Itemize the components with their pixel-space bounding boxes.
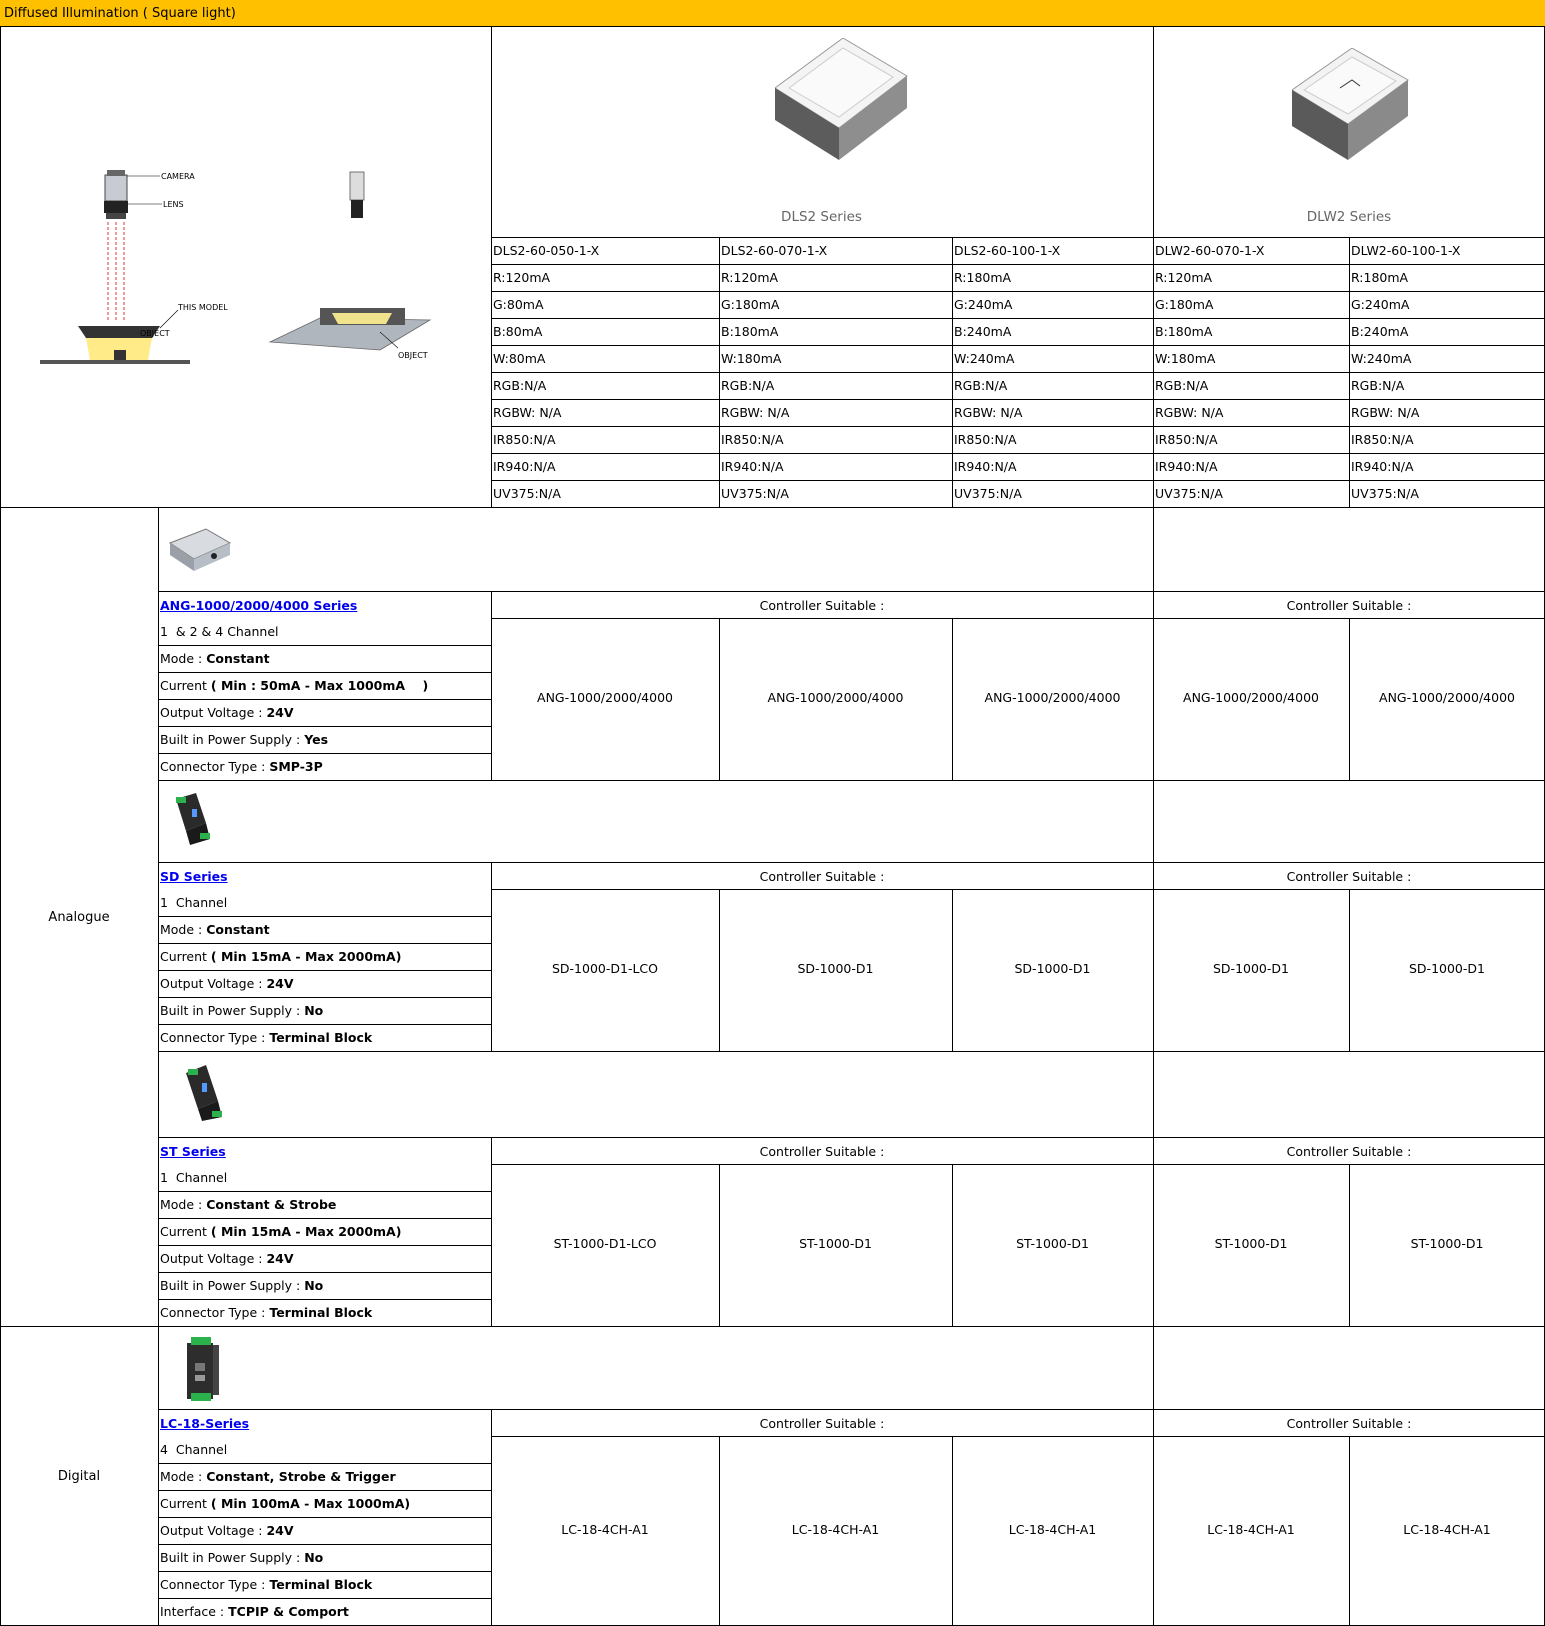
grid-vline [158, 508, 159, 1626]
grid-vline [719, 237, 720, 508]
controller-series-link[interactable]: ANG-1000/2000/4000 Series [160, 598, 358, 613]
grid-hline [491, 345, 1545, 346]
grid-hline [158, 1490, 491, 1491]
spec-key: Mode : [160, 922, 207, 937]
grid-hline [491, 237, 1545, 238]
suitable-controller: LC-18-4CH-A1 [1403, 1521, 1491, 1537]
model-spec: RGBW: N/A [1351, 405, 1420, 420]
spec-key: Current [160, 949, 211, 964]
grid-hline [491, 291, 1545, 292]
grid-vline [491, 591, 492, 780]
grid-hline [158, 943, 491, 944]
spec-key: Built in Power Supply : [160, 1003, 305, 1018]
spec-key: Built in Power Supply : [160, 1278, 305, 1293]
model-spec: IR940:N/A [954, 459, 1017, 474]
spec-key: Current [160, 1496, 211, 1511]
model-spec: W:180mA [1155, 351, 1216, 366]
model-spec: B:180mA [1155, 324, 1213, 339]
spec-key: Connector Type : [160, 759, 270, 774]
controller-spec-row [160, 1307, 372, 1320]
model-spec: W:180mA [721, 351, 782, 366]
controller-spec-row [160, 1280, 323, 1293]
suitable-controller: SD-1000-D1 [797, 961, 874, 976]
spec-value: SMP-3P [269, 759, 323, 774]
spec-key: Mode : [160, 1469, 207, 1484]
title-bar [0, 0, 1545, 27]
model-spec: IR850:N/A [493, 432, 556, 447]
grid-hline [491, 480, 1545, 481]
grid-vline [1153, 1137, 1154, 1326]
this-model-label: THIS MODEL [178, 303, 228, 312]
suitable-controller: ANG-1000/2000/4000 [984, 690, 1121, 705]
model-spec: R:180mA [1351, 270, 1409, 285]
group-label-digital: Digital [57, 1469, 101, 1484]
group-label-analogue: Analogue [48, 910, 110, 925]
controller-spec-row [160, 1444, 227, 1457]
controller-spec-row [160, 978, 294, 991]
grid-hline [158, 726, 491, 727]
spec-key: 1 Channel [160, 895, 228, 910]
grid-vline [1153, 591, 1154, 780]
controller-spec-row [160, 951, 401, 964]
model-spec: IR940:N/A [1351, 459, 1414, 474]
suitable-controller: ST-1000-D1 [1016, 1236, 1089, 1251]
controller-spec-row [160, 680, 428, 693]
suitable-controller: ST-1000-D1-LCO [553, 1236, 657, 1251]
grid-hline [158, 1598, 491, 1599]
spec-key: Output Voltage : [160, 705, 267, 720]
model-spec: IR850:N/A [954, 432, 1017, 447]
controller-suitable-header: Controller Suitable : [759, 1144, 885, 1159]
spec-key: Built in Power Supply : [160, 1550, 305, 1565]
model-spec: UV375:N/A [954, 486, 1022, 501]
series-dlw2-label: DLW2 Series [1306, 209, 1392, 225]
dlw2-product-image [1292, 48, 1412, 163]
grid-hline [158, 780, 1545, 781]
suitable-controller: SD-1000-D1 [1014, 961, 1091, 976]
spec-value: 24V [266, 976, 294, 991]
grid-hline [158, 862, 1545, 863]
grid-hline [491, 372, 1545, 373]
model-spec: UV375:N/A [1155, 486, 1223, 501]
spec-key: Connector Type : [160, 1577, 270, 1592]
illumination-diagram [20, 150, 460, 380]
model-spec: UV375:N/A [721, 486, 789, 501]
grid-vline [1153, 1052, 1154, 1137]
controller-suitable-header: Controller Suitable : [1286, 598, 1412, 613]
model-name: DLS2-60-100-1-X [954, 243, 1061, 258]
grid-hline [158, 1137, 1545, 1138]
spec-key: Built in Power Supply : [160, 732, 305, 747]
model-spec: RGB:N/A [954, 378, 1008, 393]
grid-vline [1153, 27, 1154, 508]
grid-hline [158, 1326, 1545, 1327]
model-spec: W:80mA [493, 351, 546, 366]
st-controller-image [180, 1065, 230, 1121]
spec-key: Connector Type : [160, 1305, 270, 1320]
grid-hline [0, 507, 1545, 508]
grid-hline [491, 1164, 1545, 1165]
spec-value: Terminal Block [269, 1577, 373, 1592]
controller-spec-row [160, 1199, 336, 1212]
spec-value: Constant [206, 922, 270, 937]
grid-hline [158, 672, 491, 673]
spec-value: No [304, 1550, 324, 1565]
controller-spec-row [160, 734, 328, 747]
grid-vline [491, 1137, 492, 1326]
controller-series-link[interactable]: ST Series [160, 1144, 226, 1159]
model-spec: RGBW: N/A [721, 405, 790, 420]
spec-value: ( Min 100mA - Max 1000mA) [210, 1496, 411, 1511]
controller-spec-row [160, 707, 294, 720]
model-name: DLS2-60-050-1-X [493, 243, 600, 258]
controller-spec-row [160, 1032, 372, 1045]
grid-hline [158, 1544, 491, 1545]
suitable-controller: LC-18-4CH-A1 [561, 1521, 649, 1537]
suitable-controller: SD-1000-D1 [1213, 961, 1289, 976]
grid-hline [158, 699, 491, 700]
controller-spec-row [160, 924, 270, 937]
grid-hline [158, 1218, 491, 1219]
spec-key: Interface : [160, 1604, 229, 1619]
controller-spec-row [160, 1552, 323, 1565]
model-spec: G:80mA [493, 297, 544, 312]
model-name: DLW2-60-070-1-X [1155, 243, 1265, 258]
model-spec: W:240mA [1351, 351, 1412, 366]
grid-vline [491, 27, 492, 508]
model-spec: RGBW: N/A [493, 405, 562, 420]
controller-spec-row [160, 1226, 401, 1239]
model-spec: B:80mA [493, 324, 543, 339]
model-spec: G:240mA [954, 297, 1013, 312]
grid-hline [158, 1517, 491, 1518]
grid-hline [491, 889, 1545, 890]
spec-value: Terminal Block [269, 1030, 373, 1045]
model-spec: R:120mA [1155, 270, 1213, 285]
spec-key: Output Voltage : [160, 1523, 267, 1538]
controller-spec-row [160, 897, 227, 910]
grid-vline [491, 862, 492, 1051]
grid-hline [158, 1463, 491, 1464]
suitable-controller: SD-1000-D1-LCO [551, 961, 658, 976]
spec-key: Current [160, 1224, 211, 1239]
spec-key: Mode : [160, 651, 207, 666]
spec-value: ( Min 15mA - Max 2000mA) [210, 949, 402, 964]
spec-key: Mode : [160, 1197, 207, 1212]
grid-hline [158, 1024, 491, 1025]
controller-suitable-header: Controller Suitable : [1286, 1416, 1412, 1431]
grid-hline [158, 916, 491, 917]
spec-value: ( Min : 50mA - Max 1000mA ) [210, 678, 429, 693]
page-title: Diffused Illumination ( Square light) [4, 6, 236, 21]
spec-value: TCPIP & Comport [228, 1604, 349, 1619]
grid-hline [491, 1436, 1545, 1437]
suitable-controller: LC-18-4CH-A1 [1207, 1521, 1295, 1537]
controller-suitable-header: Controller Suitable : [759, 869, 885, 884]
model-spec: IR940:N/A [493, 459, 556, 474]
spec-value: 24V [266, 1251, 294, 1266]
grid-vline [1153, 862, 1154, 1051]
controller-spec-row [160, 626, 279, 639]
grid-hline [491, 264, 1545, 265]
model-spec: RGB:N/A [1155, 378, 1209, 393]
model-spec: IR940:N/A [1155, 459, 1218, 474]
model-spec: RGB:N/A [721, 378, 775, 393]
controller-spec-row [160, 1471, 396, 1484]
spec-key: Current [160, 678, 211, 693]
spec-value: 24V [266, 1523, 294, 1538]
suitable-controller: ANG-1000/2000/4000 [1379, 690, 1515, 705]
spec-value: No [304, 1278, 324, 1293]
model-spec: RGB:N/A [1351, 378, 1405, 393]
suitable-controller: ST-1000-D1 [799, 1236, 872, 1251]
model-name: DLW2-60-100-1-X [1351, 243, 1461, 258]
model-spec: UV375:N/A [1351, 486, 1419, 501]
grid-hline [491, 399, 1545, 400]
controller-series-link[interactable]: LC-18-Series [160, 1416, 250, 1431]
grid-hline [158, 1245, 491, 1246]
spec-value: Yes [304, 732, 329, 747]
grid-vline [1153, 780, 1154, 862]
suitable-controller: ANG-1000/2000/4000 [537, 690, 673, 705]
lc18-controller-image [183, 1337, 223, 1401]
object-label-1: OBJECT [140, 329, 170, 338]
model-spec: IR940:N/A [721, 459, 784, 474]
model-spec: B:240mA [1351, 324, 1409, 339]
series-dls2-label: DLS2 Series [781, 209, 862, 225]
controller-suitable-header: Controller Suitable : [759, 1416, 885, 1431]
grid-vline [1153, 1409, 1154, 1625]
model-spec: B:180mA [721, 324, 779, 339]
model-spec: R:120mA [493, 270, 551, 285]
model-spec: IR850:N/A [1155, 432, 1218, 447]
model-spec: G:180mA [1155, 297, 1214, 312]
spec-value: Terminal Block [269, 1305, 373, 1320]
controller-suitable-header: Controller Suitable : [1286, 1144, 1412, 1159]
grid-hline [158, 753, 491, 754]
suitable-controller: ANG-1000/2000/4000 [767, 690, 904, 705]
grid-vline [952, 237, 953, 508]
model-spec: R:120mA [721, 270, 779, 285]
grid-hline [158, 1299, 491, 1300]
model-spec: IR850:N/A [1351, 432, 1414, 447]
controller-spec-row [160, 1172, 227, 1185]
model-spec: R:180mA [954, 270, 1012, 285]
spec-key: 4 Channel [160, 1442, 228, 1457]
model-spec: B:240mA [954, 324, 1012, 339]
grid-hline [0, 1326, 158, 1327]
controller-spec-row [160, 1525, 294, 1538]
grid-hline [158, 1272, 491, 1273]
grid-hline [491, 426, 1545, 427]
controller-suitable-header: Controller Suitable : [1286, 869, 1412, 884]
spec-key: 1 & 2 & 4 Channel [160, 624, 279, 639]
grid-vline [491, 1409, 492, 1625]
sd-controller-image [170, 793, 220, 845]
suitable-controller: ST-1000-D1 [1214, 1236, 1288, 1251]
grid-hline [491, 453, 1545, 454]
grid-hline [158, 970, 491, 971]
model-name: DLS2-60-070-1-X [721, 243, 828, 258]
grid-hline [158, 997, 491, 998]
grid-hline [158, 1409, 1545, 1410]
grid-vline [1349, 237, 1350, 508]
spec-value: ( Min 15mA - Max 2000mA) [210, 1224, 402, 1239]
lens-label: LENS [163, 200, 184, 209]
model-spec: RGBW: N/A [1155, 405, 1224, 420]
grid-hline [491, 318, 1545, 319]
spec-value: No [304, 1003, 324, 1018]
model-spec: G:180mA [721, 297, 780, 312]
spec-key: Output Voltage : [160, 1251, 267, 1266]
suitable-controller: ANG-1000/2000/4000 [1183, 690, 1319, 705]
grid-hline [491, 618, 1545, 619]
grid-hline [158, 1051, 1545, 1052]
object-label-2: OBJECT [398, 351, 428, 360]
spec-key: Connector Type : [160, 1030, 270, 1045]
controller-spec-row [160, 1498, 410, 1511]
ang-controller-image [168, 525, 233, 575]
controller-spec-row [160, 1579, 372, 1592]
grid-vline [1153, 508, 1154, 591]
grid-vline [1153, 1326, 1154, 1409]
spec-key: Output Voltage : [160, 976, 267, 991]
grid-hline [158, 1191, 491, 1192]
suitable-controller: SD-1000-D1 [1409, 961, 1485, 976]
grid-hline [158, 1571, 491, 1572]
controller-suitable-header: Controller Suitable : [759, 598, 885, 613]
model-spec: RGB:N/A [493, 378, 547, 393]
model-spec: IR850:N/A [721, 432, 784, 447]
dls2-product-image [775, 38, 910, 163]
controller-spec-row [160, 1253, 294, 1266]
spec-value: 24V [266, 705, 294, 720]
camera-label: CAMERA [161, 172, 195, 181]
grid-hline [158, 645, 491, 646]
grid-hline [158, 591, 1545, 592]
spec-value: Constant, Strobe & Trigger [206, 1469, 396, 1484]
model-spec: G:240mA [1351, 297, 1410, 312]
model-spec: W:240mA [954, 351, 1015, 366]
controller-spec-row [160, 653, 270, 666]
controller-spec-row [160, 1606, 349, 1619]
spec-value: Constant & Strobe [206, 1197, 337, 1212]
controller-series-link[interactable]: SD Series [160, 869, 228, 884]
model-spec: UV375:N/A [493, 486, 561, 501]
spec-value: Constant [206, 651, 270, 666]
spec-key: 1 Channel [160, 1170, 228, 1185]
controller-spec-row [160, 761, 323, 774]
suitable-controller: ST-1000-D1 [1410, 1236, 1484, 1251]
suitable-controller: LC-18-4CH-A1 [791, 1521, 880, 1537]
suitable-controller: LC-18-4CH-A1 [1008, 1521, 1097, 1537]
controller-spec-row [160, 1005, 323, 1018]
model-spec: RGBW: N/A [954, 405, 1023, 420]
